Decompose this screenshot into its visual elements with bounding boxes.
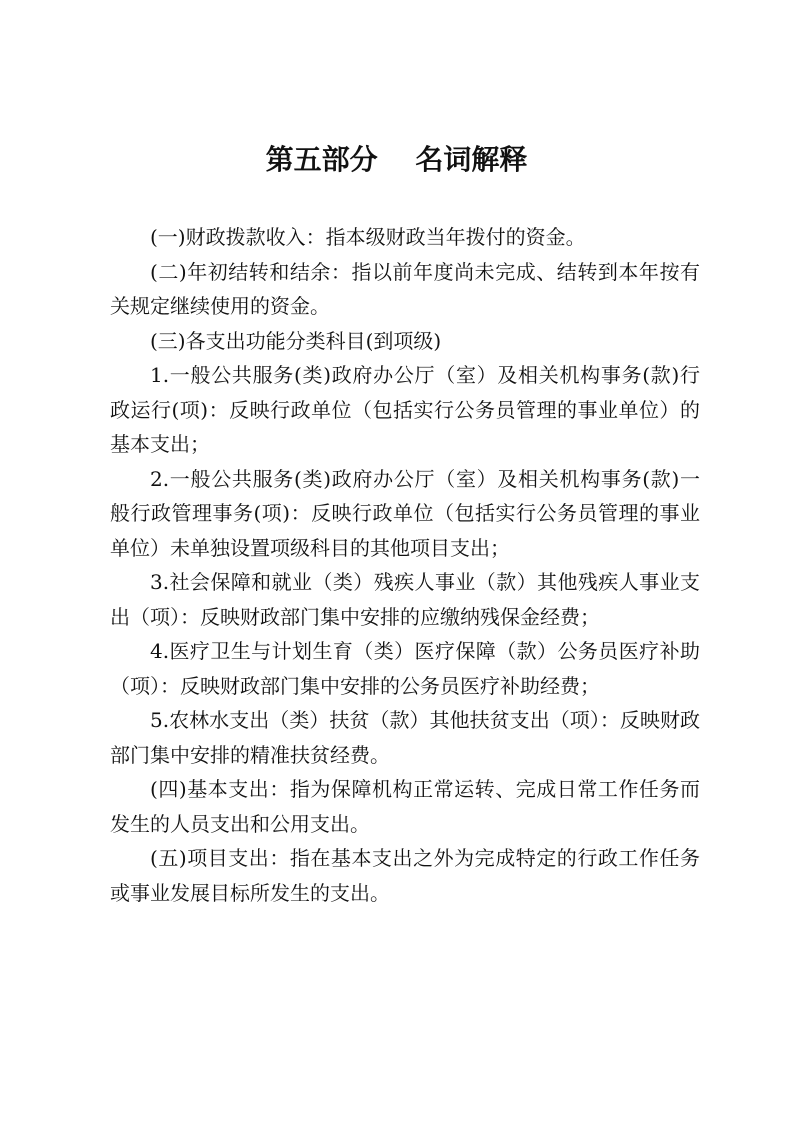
paragraph-project-expenditure: (五)项目支出：指在基本支出之外为完成特定的行政工作任务或事业发展目标所发生的支出。 (110, 846, 700, 905)
paragraph-item-4: 4.医疗卫生与计划生育（类）医疗保障（款）公务员医疗补助（项）：反映财政部门集中安排的公务员医疗补助经费； (110, 639, 700, 698)
paragraph-basic-expenditure: (四)基本支出：指为保障机构正常运转、完成日常工作任务而发生的人员支出和公用支出。 (110, 777, 700, 836)
paragraph-item-2: 2.一般公共服务(类)政府办公厅（室）及相关机构事务(款)一般行政管理事务(项)：反映行政单位（包括实行公务员管理的事业单位）未单独设置项级科目的其他项目支出； (110, 466, 700, 560)
paragraph-item-5: 5.农林水支出（类）扶贫（款）其他扶贫支出（项）：反映财政部门集中安排的精准扶贫经费。 (110, 708, 700, 767)
paragraph-item-3: 3.社会保障和就业（类）残疾人事业（款）其他残疾人事业支出（项）：反映财政部门集中安排的应缴纳残保金经费； (110, 570, 700, 629)
paragraph-fiscal-appropriation-income: (一)财政拨款收入：指本级财政当年拨付的资金。 (150, 225, 586, 249)
paragraph-functional-classification: (三)各支出功能分类科目(到项级) (150, 328, 442, 353)
paragraph-item-1: 1.一般公共服务(类)政府办公厅（室）及相关机构事务(款)行政运行(项)：反映行政单位（包括实行公务员管理的事业单位）的基本支出； (110, 363, 700, 456)
document-body (110, 220, 700, 910)
page-title: 第五部分 名词解释 (265, 143, 528, 176)
paragraph-carryover-balance: (二)年初结转和结余：指以前年度尚未完成、结转到本年按有关规定继续使用的资金。 (110, 259, 700, 318)
